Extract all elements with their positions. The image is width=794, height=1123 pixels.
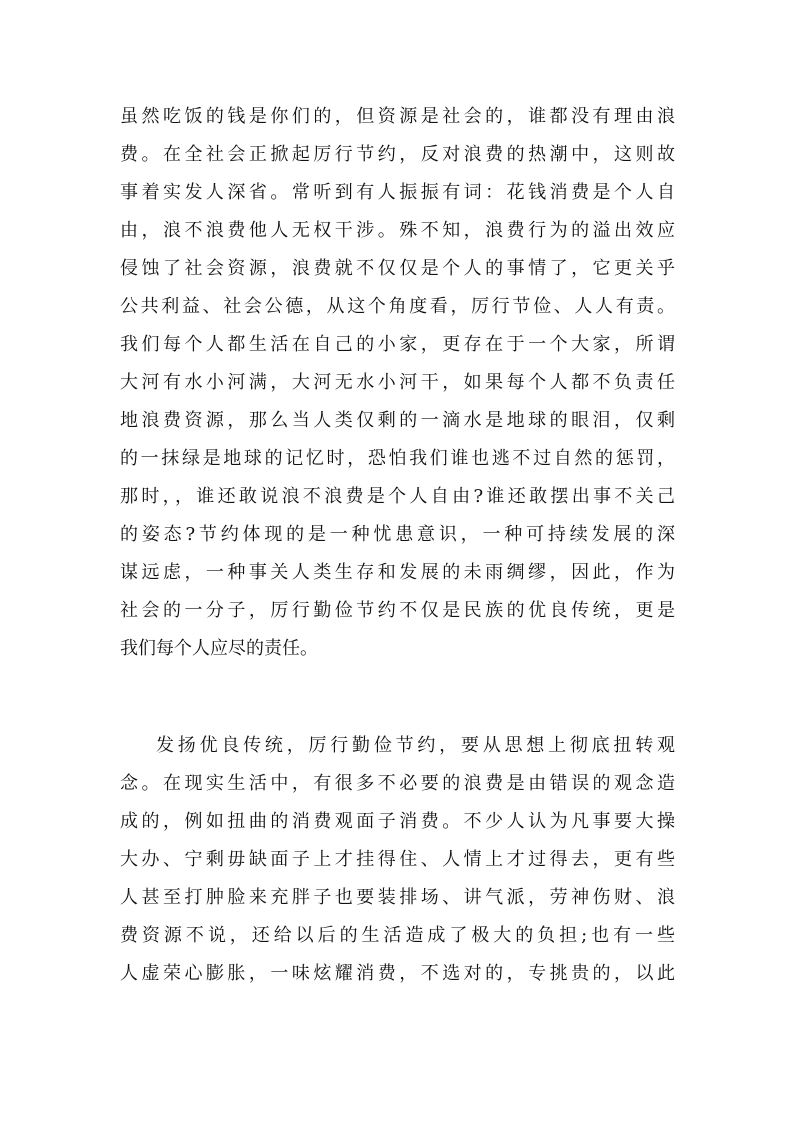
- text-line: 费。在全社会正掀起厉行节约，反对浪费的热潮中，这则故: [120, 144, 675, 165]
- text-line: 大河有水小河满，大河无水小河干，如果每个人都不负责任: [120, 372, 675, 393]
- text-line: 地浪费资源，那么当人类仅剩的一滴水是地球的眼泪，仅剩: [120, 410, 675, 431]
- text-line: 社会的一分子，厉行勤俭节约不仅是民族的优良传统，更是: [120, 600, 675, 621]
- paragraph-2: [120, 727, 675, 993]
- text-line: 念。在现实生活中，有很多不必要的浪费是由错误的观念造: [120, 773, 675, 794]
- text-line: 那时，，谁还敢说浪不浪费是个人自由?谁还敢摆出事不关己: [120, 486, 675, 507]
- text-line: 侵蚀了社会资源，浪费就不仅仅是个人的事情了，它更关乎: [120, 258, 675, 279]
- text-line: 费资源不说，还给以后的生活造成了极大的负担;也有一些: [120, 925, 675, 946]
- paragraph-1: [120, 98, 675, 668]
- text-line: 成的，例如扭曲的消费观面子消费。不少人认为凡事要大操: [120, 811, 675, 832]
- text-line: 由，浪不浪费他人无权干涉。殊不知，浪费行为的溢出效应: [120, 220, 675, 241]
- text-line: 虽然吃饭的钱是你们的，但资源是社会的，谁都没有理由浪: [120, 106, 675, 127]
- text-line: 我们每个人都生活在自己的小家，更存在于一个大家，所谓: [120, 334, 675, 355]
- text-line: 谋远虑，一种事关人类生存和发展的未雨绸缪，因此，作为: [120, 562, 675, 583]
- text-line: 大办、宁剩毋缺面子上才挂得住、人情上才过得去，更有些: [120, 849, 675, 870]
- text-line: 发扬优良传统，厉行勤俭节约，要从思想上彻底扭转观: [156, 735, 675, 756]
- text-line: 事着实发人深省。常听到有人振振有词：花钱消费是个人自: [120, 182, 675, 203]
- text-line: 公共利益、社会公德，从这个角度看，厉行节俭、人人有责。: [120, 296, 675, 317]
- text-line: 我们每个人应尽的责任。: [120, 638, 318, 659]
- text-line: 人虚荣心膨胀，一味炫耀消费，不选对的，专挑贵的，以此: [120, 963, 675, 984]
- text-line: 的一抹绿是地球的记忆时，恐怕我们谁也逃不过自然的惩罚，: [120, 448, 675, 469]
- text-line: 的姿态?节约体现的是一种忧患意识，一种可持续发展的深: [120, 524, 675, 545]
- text-line: 人甚至打肿脸来充胖子也要装排场、讲气派，劳神伤财、浪: [120, 887, 675, 908]
